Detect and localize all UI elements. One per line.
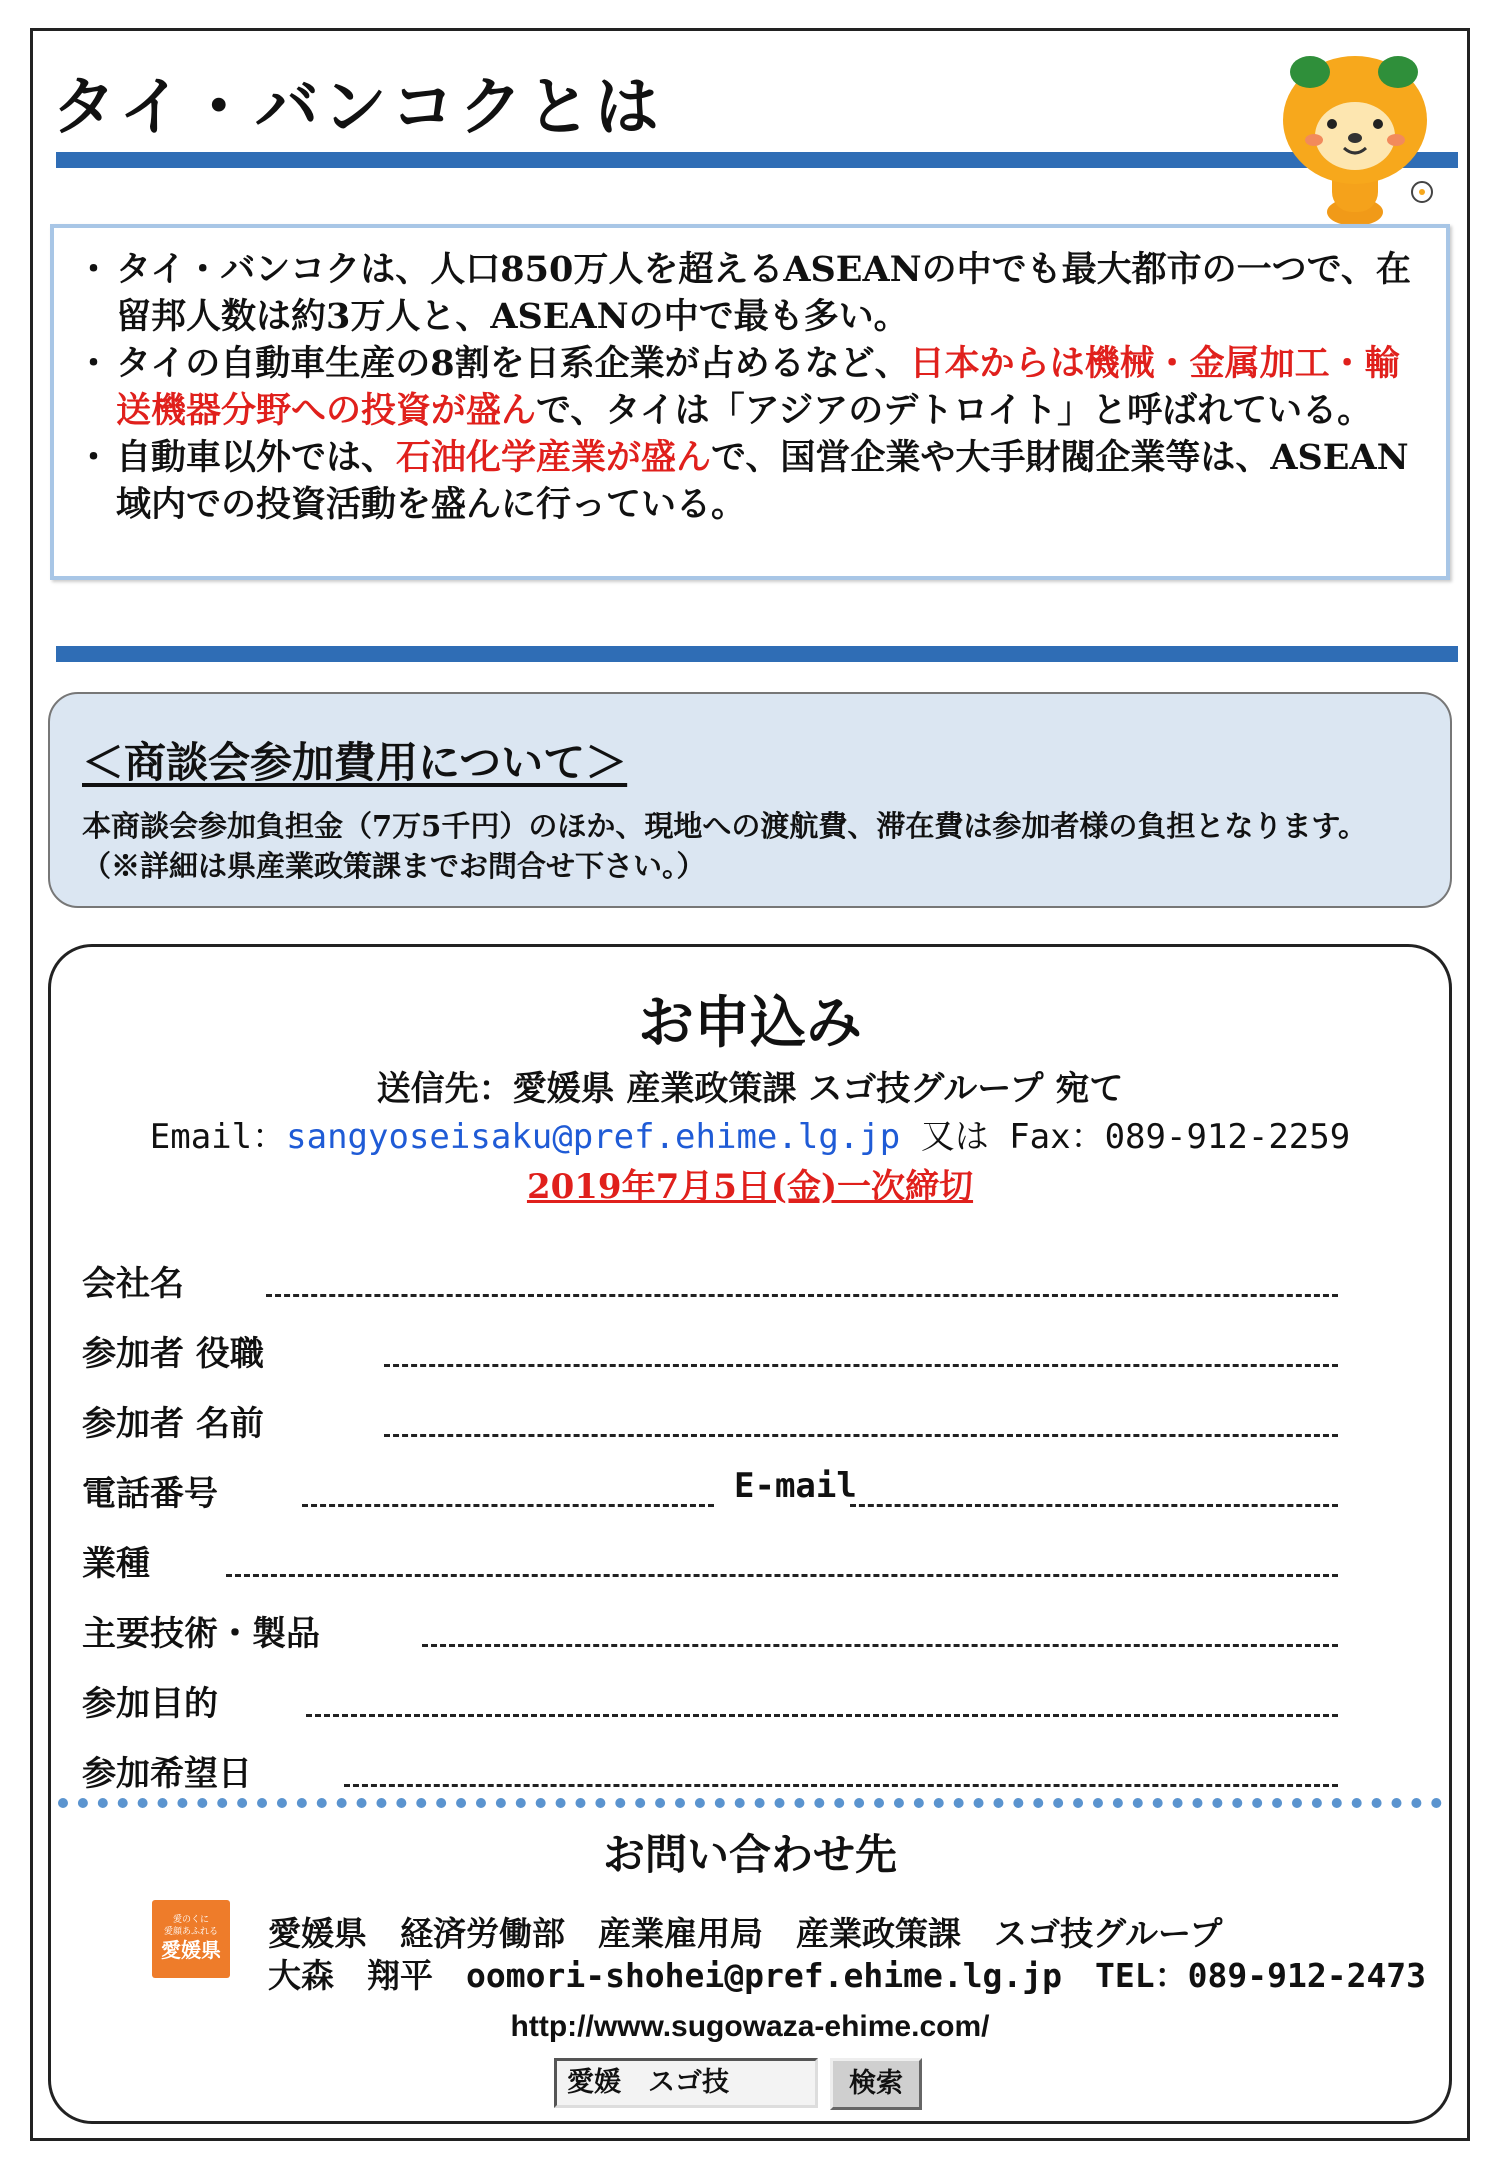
company-label: 会社名 xyxy=(82,1264,184,1304)
deadline-line xyxy=(51,1159,1449,1208)
desired-date-label: 参加希望日 xyxy=(82,1754,252,1794)
fee-title: ＜商談会参加費用について＞ xyxy=(82,738,628,787)
position-label: 参加者 役職 xyxy=(82,1334,264,1374)
name-label: 参加者 名前 xyxy=(82,1404,264,1444)
industry-label: 業種 xyxy=(82,1544,150,1584)
overview-bullet: ・ 自動車以外では、石油化学産業が盛んで、国営企業や大手財閥企業等は、ASEAN域内での投資活動を盛んに行っている。 xyxy=(76,434,1424,528)
contact-person: 大森 翔平 oomori-shohei@pref.ehime.lg.jp TEL：089-912-2473 xyxy=(268,1956,1427,1995)
phone-label: 電話番号 xyxy=(82,1474,218,1514)
application-title: お申込み xyxy=(638,991,862,1056)
bullet-text: 自動車以外では、石油化学産業が盛んで、国営企業や大手財閥企業等は、ASEAN域内での投資活動を盛んに行っている。 xyxy=(116,437,1409,525)
purpose-blank[interactable] xyxy=(306,1714,1338,1717)
title-rule xyxy=(56,152,1458,168)
technology-label: 主要技術・製品 xyxy=(82,1614,320,1654)
name-blank[interactable] xyxy=(384,1434,1338,1437)
highlight-text: 石油化学産業が盛ん xyxy=(396,437,712,478)
fee-text: 本商談会参加負担金（7万5千円）のほか、現地への渡航費、滞在費は参加者様の負担となります。 （※詳細は県産業政策課までお問合せ下さい。） xyxy=(82,809,1382,883)
overview-bullet: ・ タイの自動車生産の8割を日系企業が占めるなど、日本からは機械・金属加工・輸送機器分野への投資が盛んで、タイは「アジアのデトロイト」と呼ばれている。 xyxy=(76,340,1424,434)
section-rule xyxy=(56,646,1458,662)
bullet-text: タイの自動車生産の8割を日系企業が占めるなど、日本からは機械・金属加工・輸送機器分野への投資が盛んで、タイは「アジアのデトロイト」と呼ばれている。 xyxy=(116,343,1400,431)
contact-title: お問い合わせ先 xyxy=(602,1830,897,1879)
technology-blank[interactable] xyxy=(422,1644,1338,1647)
company-blank[interactable] xyxy=(266,1294,1338,1297)
purpose-label: 参加目的 xyxy=(82,1684,218,1724)
website-url[interactable]: http://www.sugowaza-ehime.com/ xyxy=(510,2010,990,2043)
thailand-overview-box xyxy=(50,224,1450,580)
email-link[interactable]: sangyoseisaku@pref.ehime.lg.jp xyxy=(286,1117,901,1157)
desired-date-blank[interactable] xyxy=(344,1784,1338,1787)
contact-org: 愛媛県 経済労働部 産業雇用局 産業政策課 スゴ技グループ xyxy=(268,1914,1223,1953)
ehime-logo: 愛のくに 愛顔あふれる 愛媛県 xyxy=(152,1900,230,1978)
fee-info-box xyxy=(48,692,1452,908)
bullet-text: タイ・バンコクは、人口850万人を超えるASEANの中でも最大都市の一つで、在留邦人数は約3万人と、ASEANの中で最も多い。 xyxy=(116,249,1411,337)
email-blank[interactable] xyxy=(850,1504,1338,1507)
industry-blank[interactable] xyxy=(226,1574,1338,1577)
search-input[interactable]: 愛媛 スゴ技 xyxy=(554,2058,818,2108)
deadline: 2019年7月5日(金)一次締切 xyxy=(526,1167,974,1207)
dotted-divider xyxy=(58,1798,1442,1808)
mascot-icon xyxy=(1270,40,1440,230)
email-label: E-mail xyxy=(734,1466,857,1506)
phone-blank[interactable] xyxy=(302,1504,714,1507)
highlight-text: 日本からは機械・金属加工・輸送機器分野への投資が盛ん xyxy=(116,343,1400,431)
email-fax-line: Email：sangyoseisaku@pref.ehime.lg.jp 又は Fax：089-912-2259 xyxy=(149,1117,1351,1157)
overview-bullet: ・ タイ・バンコクは、人口850万人を超えるASEANの中でも最大都市の一つで、在留邦人数は約3万人と、ASEANの中で最も多い。 xyxy=(76,246,1424,340)
page-title: タイ・バンコクとは xyxy=(52,71,663,145)
search-button[interactable]: 検索 xyxy=(830,2058,922,2110)
send-to-line: 送信先：愛媛県 産業政策課 スゴ技グループ 宛て xyxy=(376,1069,1124,1109)
position-blank[interactable] xyxy=(384,1364,1338,1367)
